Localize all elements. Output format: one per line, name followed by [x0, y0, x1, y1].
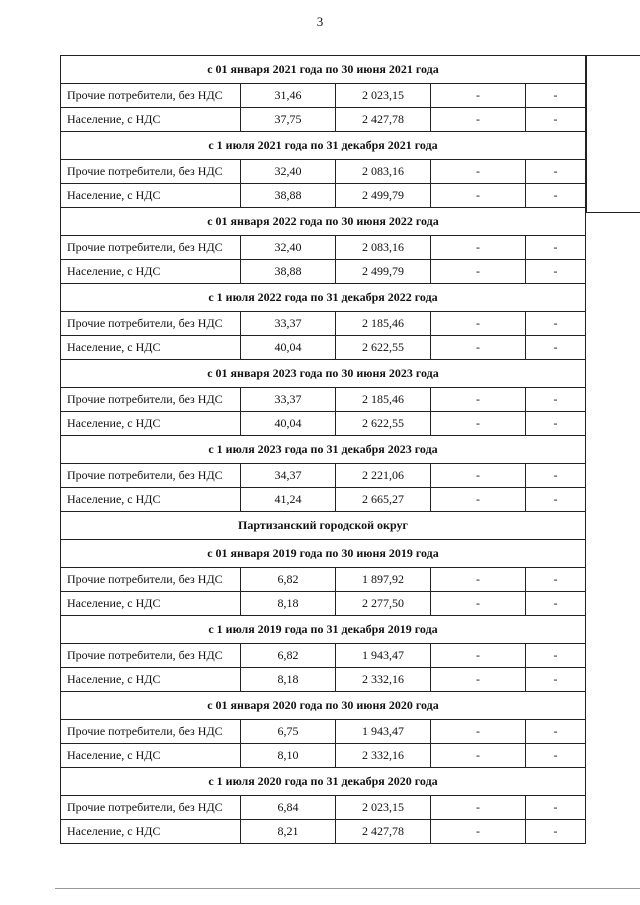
value-cell: 2 332,16 [336, 668, 431, 691]
empty-dash-cell: - [431, 412, 526, 435]
row-label: Прочие потребители, без НДС [61, 644, 241, 667]
value-cell: 2 665,27 [336, 488, 431, 511]
empty-dash-cell: - [553, 164, 558, 178]
value-cell: 38,88 [241, 260, 336, 283]
value-cell: 33,37 [241, 312, 336, 335]
section-heading: с 01 января 2023 года по 30 июня 2023 года [60, 360, 586, 388]
value-cell: 41,24 [241, 488, 336, 511]
empty-dash-cell: - [553, 492, 558, 506]
value-cell: 1 943,47 [336, 644, 431, 667]
table-row [60, 720, 586, 744]
value-cell: 34,37 [241, 464, 336, 487]
empty-dash-cell: - [553, 800, 558, 814]
value-cell: 1 897,92 [336, 568, 431, 591]
section-heading: с 01 января 2022 года по 30 июня 2022 года [60, 208, 586, 236]
section-heading: с 1 июля 2023 года по 31 декабря 2023 года [60, 436, 586, 464]
value-cell: 6,84 [241, 796, 336, 819]
value-cell: 8,18 [241, 668, 336, 691]
table-row [60, 744, 586, 768]
empty-dash-cell: - [431, 668, 526, 691]
value-cell: 2 332,16 [336, 744, 431, 767]
row-label: Прочие потребители, без НДС [61, 796, 241, 819]
row-label: Прочие потребители, без НДС [61, 84, 241, 107]
empty-dash-cell: - [553, 112, 558, 126]
page-number: 3 [316, 14, 324, 29]
row-label: Прочие потребители, без НДС [61, 568, 241, 591]
value-cell: 6,82 [241, 568, 336, 591]
value-cell: 2 023,15 [336, 84, 431, 107]
row-label: Население, с НДС [61, 668, 241, 691]
empty-dash-cell: - [431, 644, 526, 667]
empty-dash-cell: - [431, 820, 526, 843]
table-row [60, 488, 586, 512]
value-cell: 2 185,46 [336, 388, 431, 411]
value-cell: 2 083,16 [336, 160, 431, 183]
empty-dash-cell: - [553, 824, 558, 838]
row-label: Население, с НДС [61, 260, 241, 283]
row-label: Население, с НДС [61, 744, 241, 767]
value-cell: 2 221,06 [336, 464, 431, 487]
value-cell: 2 277,50 [336, 592, 431, 615]
table-row [60, 260, 586, 284]
empty-dash-cell: - [553, 392, 558, 406]
row-label: Прочие потребители, без НДС [61, 720, 241, 743]
row-label: Население, с НДС [61, 820, 241, 843]
value-cell: 31,46 [241, 84, 336, 107]
empty-dash-cell: - [431, 260, 526, 283]
row-label: Прочие потребители, без НДС [61, 160, 241, 183]
section-heading: Партизанский городской округ [60, 512, 586, 540]
empty-dash-cell: - [553, 748, 558, 762]
empty-dash-cell: - [553, 240, 558, 254]
row-label: Прочие потребители, без НДС [61, 464, 241, 487]
table-row [60, 796, 586, 820]
row-label: Население, с НДС [61, 412, 241, 435]
section-heading: с 1 июля 2020 года по 31 декабря 2020 года [60, 768, 586, 796]
section-heading: с 01 января 2020 года по 30 июня 2020 года [60, 692, 586, 720]
value-cell: 8,10 [241, 744, 336, 767]
row-label: Население, с НДС [61, 336, 241, 359]
value-cell: 2 023,15 [336, 796, 431, 819]
table-row [60, 312, 586, 336]
table-row [60, 236, 586, 260]
value-cell: 2 427,78 [336, 108, 431, 131]
table-row [60, 336, 586, 360]
empty-dash-cell: - [553, 596, 558, 610]
table-row [60, 644, 586, 668]
value-cell: 1 943,47 [336, 720, 431, 743]
empty-dash-cell: - [431, 796, 526, 819]
value-cell: 6,75 [241, 720, 336, 743]
empty-dash-cell: - [431, 568, 526, 591]
table-row [60, 388, 586, 412]
table-row [60, 412, 586, 436]
section-heading: с 01 января 2019 года по 30 июня 2019 года [60, 540, 586, 568]
section-heading: с 1 июля 2019 года по 31 декабря 2019 года [60, 616, 586, 644]
row-label: Прочие потребители, без НДС [61, 312, 241, 335]
value-cell: 2 622,55 [336, 336, 431, 359]
value-cell: 8,18 [241, 592, 336, 615]
value-cell: 8,21 [241, 820, 336, 843]
table-row [60, 160, 586, 184]
section-heading: с 01 января 2021 года по 30 июня 2021 года [60, 56, 586, 84]
empty-dash-cell: - [431, 720, 526, 743]
empty-dash-cell: - [553, 672, 558, 686]
section-heading: с 1 июля 2021 года по 31 декабря 2021 года [60, 132, 586, 160]
empty-dash-cell: - [553, 340, 558, 354]
empty-dash-cell: - [553, 648, 558, 662]
page-bottom-line [55, 888, 640, 889]
empty-dash-cell: - [431, 488, 526, 511]
value-cell: 37,75 [241, 108, 336, 131]
empty-dash-cell: - [431, 592, 526, 615]
table-row [60, 184, 586, 208]
row-label: Население, с НДС [61, 108, 241, 131]
empty-dash-cell: - [553, 416, 558, 430]
empty-dash-cell: - [431, 744, 526, 767]
empty-dash-cell: - [553, 188, 558, 202]
value-cell: 6,82 [241, 644, 336, 667]
empty-dash-cell: - [431, 336, 526, 359]
table-row [60, 108, 586, 132]
table-row [60, 592, 586, 616]
value-cell: 2 499,79 [336, 260, 431, 283]
empty-dash-cell: - [431, 184, 526, 207]
empty-dash-cell: - [553, 724, 558, 738]
table-row [60, 668, 586, 692]
empty-dash-cell: - [553, 572, 558, 586]
value-cell: 2 499,79 [336, 184, 431, 207]
table-row [60, 568, 586, 592]
empty-dash-cell: - [431, 84, 526, 107]
empty-dash-cell: - [553, 88, 558, 102]
row-label: Прочие потребители, без НДС [61, 236, 241, 259]
empty-dash-cell: - [553, 264, 558, 278]
tariff-table [60, 55, 640, 844]
empty-dash-cell: - [431, 108, 526, 131]
value-cell: 40,04 [241, 336, 336, 359]
empty-dash-cell: - [431, 312, 526, 335]
value-cell: 32,40 [241, 236, 336, 259]
value-cell: 2 185,46 [336, 312, 431, 335]
value-cell: 40,04 [241, 412, 336, 435]
empty-dash-cell: - [553, 316, 558, 330]
table-row [60, 84, 586, 108]
table-row [60, 464, 586, 488]
empty-dash-cell: - [431, 160, 526, 183]
table-row [60, 820, 586, 844]
value-cell: 2 083,16 [336, 236, 431, 259]
empty-dash-cell: - [431, 236, 526, 259]
row-label: Население, с НДС [61, 488, 241, 511]
value-cell: 2 427,78 [336, 820, 431, 843]
empty-dash-cell: - [553, 468, 558, 482]
empty-dash-cell: - [431, 464, 526, 487]
value-cell: 2 622,55 [336, 412, 431, 435]
value-cell: 38,88 [241, 184, 336, 207]
value-cell: 33,37 [241, 388, 336, 411]
row-label: Население, с НДС [61, 184, 241, 207]
empty-dash-cell: - [431, 388, 526, 411]
row-label: Население, с НДС [61, 592, 241, 615]
value-cell: 32,40 [241, 160, 336, 183]
row-label: Прочие потребители, без НДС [61, 388, 241, 411]
section-heading: с 1 июля 2022 года по 31 декабря 2022 года [60, 284, 586, 312]
